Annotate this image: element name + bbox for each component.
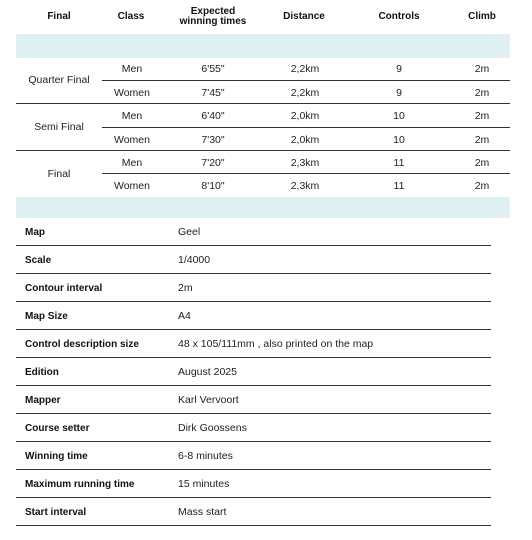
cell-controls: 9 [396, 86, 402, 99]
info-label: Map Size [25, 310, 68, 322]
cell-climb: 2m [474, 179, 490, 192]
cell-class: Men [121, 62, 143, 75]
info-value: Karl Vervoort [178, 394, 239, 406]
info-label: Winning time [25, 450, 88, 462]
cell-climb: 2m [474, 109, 490, 122]
top-band [16, 34, 510, 58]
row-divider [16, 357, 491, 358]
cell-time: 8'10" [201, 179, 225, 192]
header-expected-line1: Expected [190, 6, 236, 17]
header-controls: Controls [378, 11, 420, 22]
info-value: August 2025 [178, 366, 237, 378]
cell-climb: 2m [474, 133, 490, 146]
info-label: Scale [25, 254, 52, 266]
row-divider [16, 245, 491, 246]
cell-distance: 2,3km [290, 156, 320, 169]
info-value: Mass start [178, 506, 227, 518]
info-label: Edition [25, 366, 59, 378]
cell-distance: 2,2km [290, 86, 320, 99]
cell-controls: 11 [393, 179, 405, 192]
info-value: Dirk Goossens [178, 422, 247, 434]
cell-distance: 2,2km [290, 62, 320, 75]
round-label: Final [47, 168, 71, 180]
info-value: 6-8 minutes [178, 450, 233, 462]
cell-climb: 2m [474, 62, 490, 75]
info-value: 2m [178, 282, 193, 294]
cell-controls: 10 [393, 133, 405, 146]
header-class: Class [117, 11, 145, 22]
round-label: Quarter Final [28, 74, 90, 86]
info-value: 1/4000 [178, 254, 211, 266]
cell-controls: 11 [393, 156, 405, 169]
row-divider [16, 301, 491, 302]
cell-climb: 2m [474, 86, 490, 99]
cell-distance: 2,3km [290, 179, 320, 192]
info-value: 15 minutes [178, 478, 230, 490]
info-label: Control description size [25, 338, 139, 350]
cell-time: 6'55" [201, 62, 225, 75]
cell-time: 6'40" [201, 109, 225, 122]
header-expected-times [166, 0, 260, 34]
header-expected-line2: winning times [179, 16, 247, 27]
info-value: A4 [178, 310, 191, 322]
info-label: Contour interval [25, 282, 103, 294]
cell-class: Men [121, 156, 143, 169]
info-value: 48 x 105/111mm , also printed on the map [178, 338, 374, 350]
header-distance: Distance [283, 11, 325, 22]
cell-class: Women [114, 133, 150, 146]
info-label: Course setter [25, 422, 90, 434]
cell-time: 7'20" [201, 156, 225, 169]
cell-distance: 2,0km [290, 109, 320, 122]
info-value: Geel [178, 226, 201, 238]
cell-controls: 10 [393, 109, 405, 122]
cell-controls: 9 [396, 62, 402, 75]
info-label: Map [25, 226, 45, 238]
row-divider [16, 385, 491, 386]
cell-time: 7'45" [201, 86, 225, 99]
info-label: Start interval [25, 506, 87, 518]
row-divider [16, 497, 491, 498]
header-final: Final [47, 11, 71, 22]
header-climb: Climb [468, 11, 496, 22]
cell-distance: 2,0km [290, 133, 320, 146]
info-label: Mapper [25, 394, 61, 406]
round-label: Semi Final [34, 121, 84, 133]
row-divider [16, 525, 491, 526]
cell-time: 7'30" [201, 133, 225, 146]
cell-class: Women [114, 86, 150, 99]
info-label: Maximum running time [25, 478, 135, 490]
bottom-band [16, 197, 510, 218]
cell-class: Women [114, 179, 150, 192]
table-header [0, 0, 532, 34]
cell-class: Men [121, 109, 143, 122]
cell-climb: 2m [474, 156, 490, 169]
